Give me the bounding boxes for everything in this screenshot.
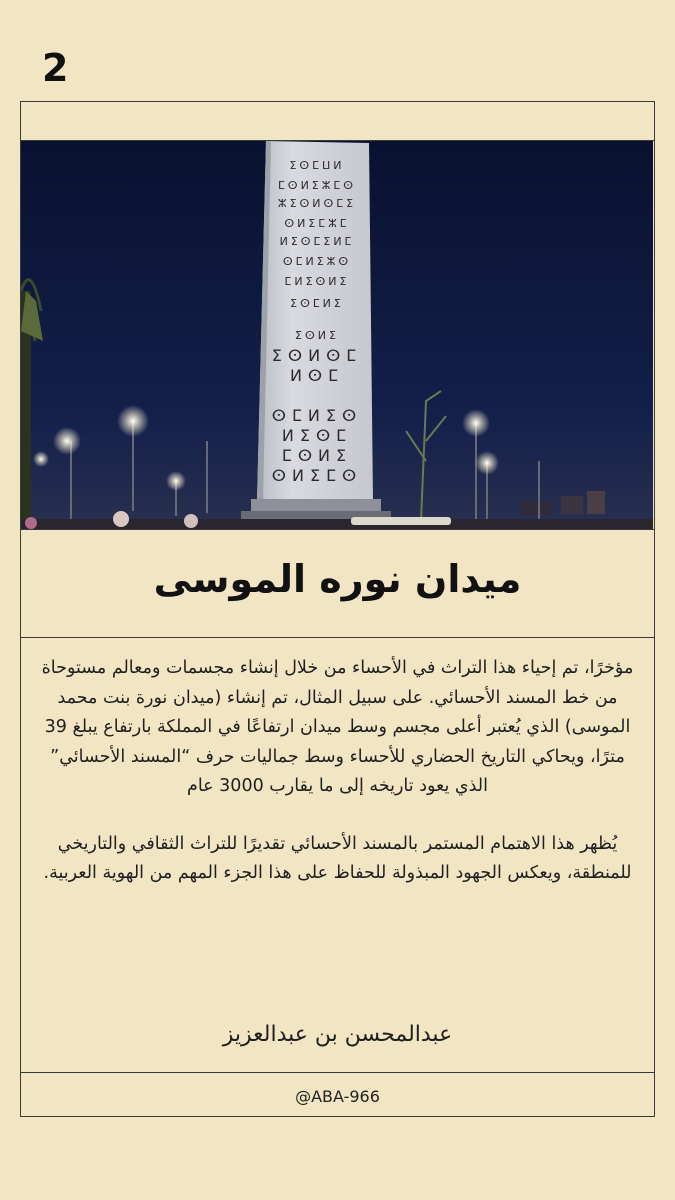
monument-glyph-row: ⵎⵙⵍⵉⵣⵎⵙ (277, 179, 357, 192)
monument-glyph-row: ⵉⵙⵎⵍⵉ (290, 297, 344, 310)
monument-glyph-row: ⵙⵎⵍⵉⵙ (271, 406, 363, 425)
paragraph-2: يُظهر هذا الاهتمام المستمر بالمسند الأحسائي تقديرًا للتراث الثقافي والتاريخي للمنطقة، ويعكس الجهود المبذولة للحفاظ على هذا الجزء المهم من الهوية العربية. (43, 833, 632, 883)
monument-glyph-row: ⵉⵙⵍⵉ (295, 329, 339, 342)
author-name: عبدالمحسن بن عبدالعزيز (222, 1022, 453, 1047)
monument-glyph-row: ⵍⵉⵙⵎ (281, 426, 353, 445)
title-divider (21, 637, 654, 638)
social-handle: @ABA-966 (295, 1087, 380, 1106)
photo-bottom-divider (21, 529, 654, 530)
monument-glyph-row: ⵍⵉⵙⵎⵉⵍⵎ (279, 235, 355, 248)
article-body (41, 654, 634, 917)
monument-glyph-row: ⵉⵙⵎⵡⵍ (289, 159, 345, 172)
footer-divider (21, 1072, 654, 1073)
monument-glyph-row: ⵙⵍⵉⵎⵣⵎ (284, 217, 350, 230)
monument-glyph-row: ⵙⵍⵉⵎⵙ (271, 466, 363, 485)
monument-glyph-row: ⵎⵙⵍⵉ (281, 446, 353, 465)
page-number: 2 (42, 46, 69, 90)
monument-glyph-row: ⵙⵎⵍⵉⵣⵙ (282, 255, 352, 268)
page-title: ميدان نوره الموسى (153, 557, 522, 601)
monument-glyph-row: ⵉⵙⵍⵙⵎ (271, 346, 363, 365)
paragraph-1: مؤخرًا، تم إحياء هذا التراث في الأحساء من خلال إنشاء مجسمات ومعالم مستوحاة من خط المسند الأحسائي. على سبيل المثال، تم إنشاء (ميدان نورة بنت محمد الموسى) الذي يُعتبر أعلى مجسم وسط ميدان ارتفاعًا في المملكة بارتفاع يبلغ 39 مترًا، ويحاكي التاريخ الحضاري للأحساء وسط جماليات حرف “المسند الأحسائي” الذي يعود تاريخه إلى ما يقارب 3000 عام (41, 658, 634, 796)
monument-glyph-row: ⵣⵉⵙⵍⵙⵎⵉ (277, 197, 357, 210)
monument-photo (21, 141, 653, 529)
monument-glyph-row: ⵍⵙⵎ (289, 366, 345, 385)
monument-glyph-row: ⵎⵍⵉⵙⵍⵉ (284, 275, 350, 288)
content-card (20, 101, 655, 1117)
